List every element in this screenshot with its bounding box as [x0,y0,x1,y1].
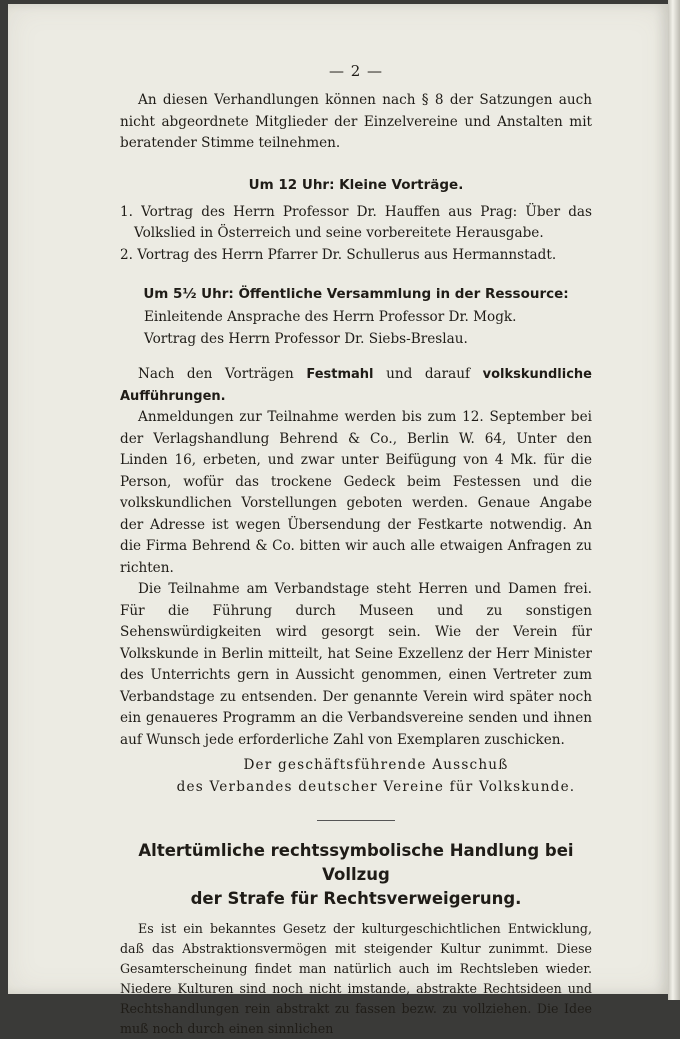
article-title-line-1: Altertümliche rechtssymbolische Handlung bei Vollzug [138,841,574,884]
list-item: 2. Vortrag des Herrn Pfarrer Dr. Schullerus aus Hermannstadt. [120,246,557,263]
signature-line-2: des Verbandes deutscher Vereine für Volkskunde. [176,778,576,795]
section-heading-small-talks: Um 12 Uhr: Kleine Vorträge. [248,176,464,193]
small-talks-list [120,202,592,267]
registration-paragraph: Anmeldungen zur Teilnahme werden bis zum 12. September bei der Verlagshandlung Behrend & Co., Berlin W. 64, Unter den Linden 16, erbeten, und zwar unter Beifügung von 4 Mk. für die Person, wofür das trockene Gedeck beim Festessen und die volkskundlichen Vorstellungen geboten werden. Genaue Angabe der Adresse ist wegen Übersendung der Festkarte notwendig. An die Firma Behrend & Co. bitten wir auch alle etwaigen Anfragen zu richten. [120,409,592,576]
auffuehrungen-bold: volkskundliche Aufführungen. [120,367,592,404]
list-item: Vortrag des Herrn Professor Dr. Siebs-Breslau. [144,330,468,347]
list-item: 1. Vortrag des Herrn Professor Dr. Hauffen aus Prag: Über das Volkslied in Österreich und seine vorbereitete Herausgabe. [120,203,592,241]
public-meeting-list [120,307,592,350]
section-divider [317,820,395,821]
after-talks-paragraph [120,364,592,407]
list-item: Einleitende Ansprache des Herrn Professor Dr. Mogk. [144,309,517,325]
after-talks-prefix: Nach den Vorträgen [138,366,307,382]
page-content [120,62,592,1039]
book-edge [668,0,680,1000]
participation-paragraph: Die Teilnahme am Verbandstage steht Herren und Damen frei. Für die Führung durch Museen und zu sonstigen Sehenswürdigkeiten wird gesorgt sein. Wie der Verein für Volkskunde in Berlin mitteilt, hat Seine Exzellenz der Herr Minister des Unterrichts gern in Aussicht genommen, einen Vertreter zum Verbandstage zu entsenden. Der genannte Verein wird später noch ein genaueres Programm an die Verbandsvereine senden und ihnen auf Wunsch jede erforderliche Zahl von Exemplaren zuschicken. [120,581,592,748]
page-number: — 2 — [328,62,384,80]
article-title [120,839,592,911]
signature-line-1: Der geschäftsführende Ausschuß [243,757,509,773]
article-paragraph: Es ist ein bekanntes Gesetz der kulturgeschichtlichen Entwicklung, daß das Abstraktionsvermögen mit steigender Kultur zunimmt. Diese Gesamterscheinung findet man natürlich auch im Rechtsleben wieder. Niedere Kulturen sind noch nicht imstande, abstrakte Rechtsideen und Rechtshandlungen rein abstrakt zu fassen bezw. zu vollziehen. Die Idee muß noch durch einen sinnlichen [120,921,592,1036]
intro-paragraph: An diesen Verhandlungen können nach § 8 der Satzungen auch nicht abgeordnete Mitglieder der Einzelvereine und Anstalten mit beratender Stimme teilnehmen. [120,92,592,151]
after-talks-middle: und darauf [373,366,483,382]
section-heading-public-meeting: Um 5½ Uhr: Öffentliche Versammlung in der Ressource: [143,286,569,302]
article-title-line-2: der Strafe für Rechtsverweigerung. [190,889,522,908]
signature-block [120,755,592,798]
document-page [8,4,668,1036]
article-body [120,919,592,1039]
festmahl-bold: Festmahl [306,367,374,382]
